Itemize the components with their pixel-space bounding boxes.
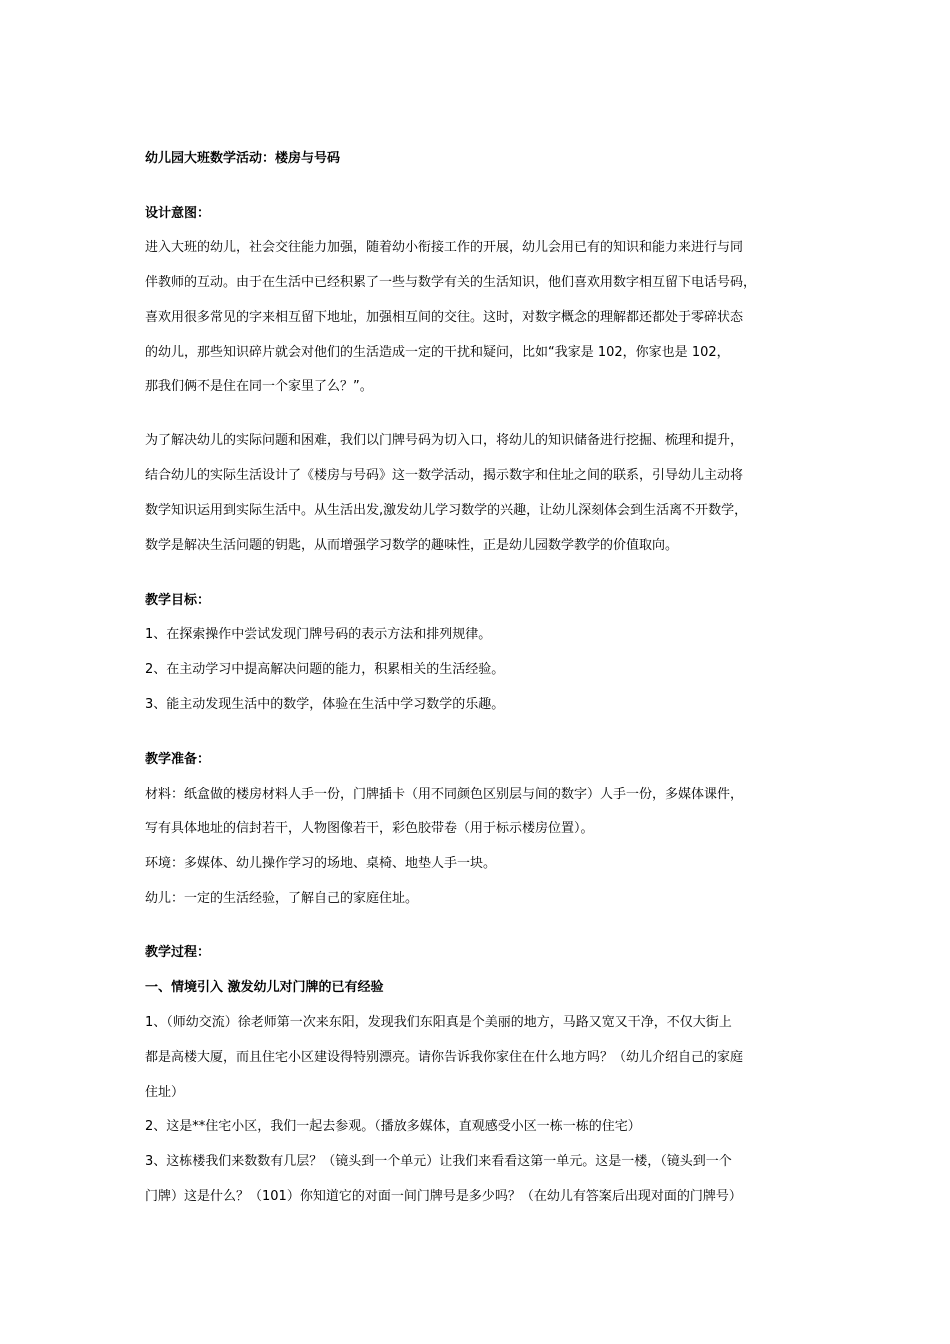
process-heading: 教学过程： <box>145 945 211 960</box>
process-line: 2、这是**住宅小区，我们一起去参观。（播放多媒体，直观感受小区一栋一栋的住宅） <box>145 1119 641 1134</box>
paragraph-line: 进入大班的幼儿，社会交往能力加强，随着幼小衔接工作的开展，幼儿会用已有的知识和能力来进行与同 <box>145 240 744 255</box>
document-title: 幼儿园大班数学活动：楼房与号码 <box>145 151 341 166</box>
design-intent-heading: 设计意图： <box>145 206 211 221</box>
preparation-line: 环境：多媒体、幼儿操作学习的场地、桌椅、地垫人手一块。 <box>145 856 497 871</box>
goals-heading: 教学目标： <box>145 593 211 608</box>
process-line: 都是高楼大厦，而且住宅小区建设得特别漂亮。请你告诉我你家住在什么地方吗？（幼儿介绍自己的家庭 <box>145 1050 744 1065</box>
process-line: 1、（师幼交流）徐老师第一次来东阳，发现我们东阳真是个美丽的地方，马路又宽又干净，不仅大街上 <box>145 1015 732 1030</box>
process-subheading: 一、情境引入 激发幼儿对门牌的已有经验 <box>145 980 384 995</box>
process-line: 3、这栋楼我们来数数有几层？（镜头到一个单元）让我们来看看这第一单元。这是一楼，（镜头到一个 <box>145 1154 732 1169</box>
preparation-line: 幼儿：一定的生活经验，了解自己的家庭住址。 <box>145 891 419 906</box>
paragraph-line: 喜欢用很多常见的字来相互留下地址，加强相互间的交往。这时，对数字概念的理解都还都处于零碎状态 <box>145 310 744 325</box>
process-line: 门牌）这是什么？（101）你知道它的对面一间门牌号是多少吗？（在幼儿有答案后出现对面的门牌号） <box>145 1189 742 1204</box>
paragraph-line: 为了解决幼儿的实际问题和困难，我们以门牌号码为切入口，将幼儿的知识储备进行挖掘、梳理和提升， <box>145 433 744 448</box>
paragraph-line: 的幼儿，那些知识碎片就会对他们的生活造成一定的干扰和疑问，比如“我家是 102，你家也是 102， <box>145 345 730 360</box>
paragraph-line: 结合幼儿的实际生活设计了《楼房与号码》这一数学活动，揭示数字和住址之间的联系，引导幼儿主动将 <box>145 468 744 483</box>
preparation-line: 写有具体地址的信封若干，人物图像若干，彩色胶带卷（用于标示楼房位置）。 <box>145 821 594 836</box>
paragraph-line: 那我们俩不是住在同一个家里了么？”。 <box>145 379 373 394</box>
goal-item: 3、能主动发现生活中的数学，体验在生活中学习数学的乐趣。 <box>145 697 505 712</box>
paragraph-line: 伴教师的互动。由于在生活中已经积累了一些与数学有关的生活知识，他们喜欢用数字相互留下电话号码， <box>145 275 757 290</box>
goal-item: 2、在主动学习中提高解决问题的能力，积累相关的生活经验。 <box>145 662 505 677</box>
paragraph-line: 数学是解决生活问题的钥匙，从而增强学习数学的趣味性，正是幼儿园数学教学的价值取向。 <box>145 538 679 553</box>
preparation-heading: 教学准备： <box>145 752 211 767</box>
preparation-line: 材料：纸盒做的楼房材料人手一份，门牌插卡（用不同颜色区别层与间的数字）人手一份，多媒体课件， <box>145 787 744 802</box>
process-line: 住址） <box>145 1085 185 1100</box>
goal-item: 1、在探索操作中尝试发现门牌号码的表示方法和排列规律。 <box>145 627 492 642</box>
paragraph-line: 数学知识运用到实际生活中。从生活出发,激发幼儿学习数学的兴趣，让幼儿深刻体会到生活离不开数学， <box>145 503 748 518</box>
